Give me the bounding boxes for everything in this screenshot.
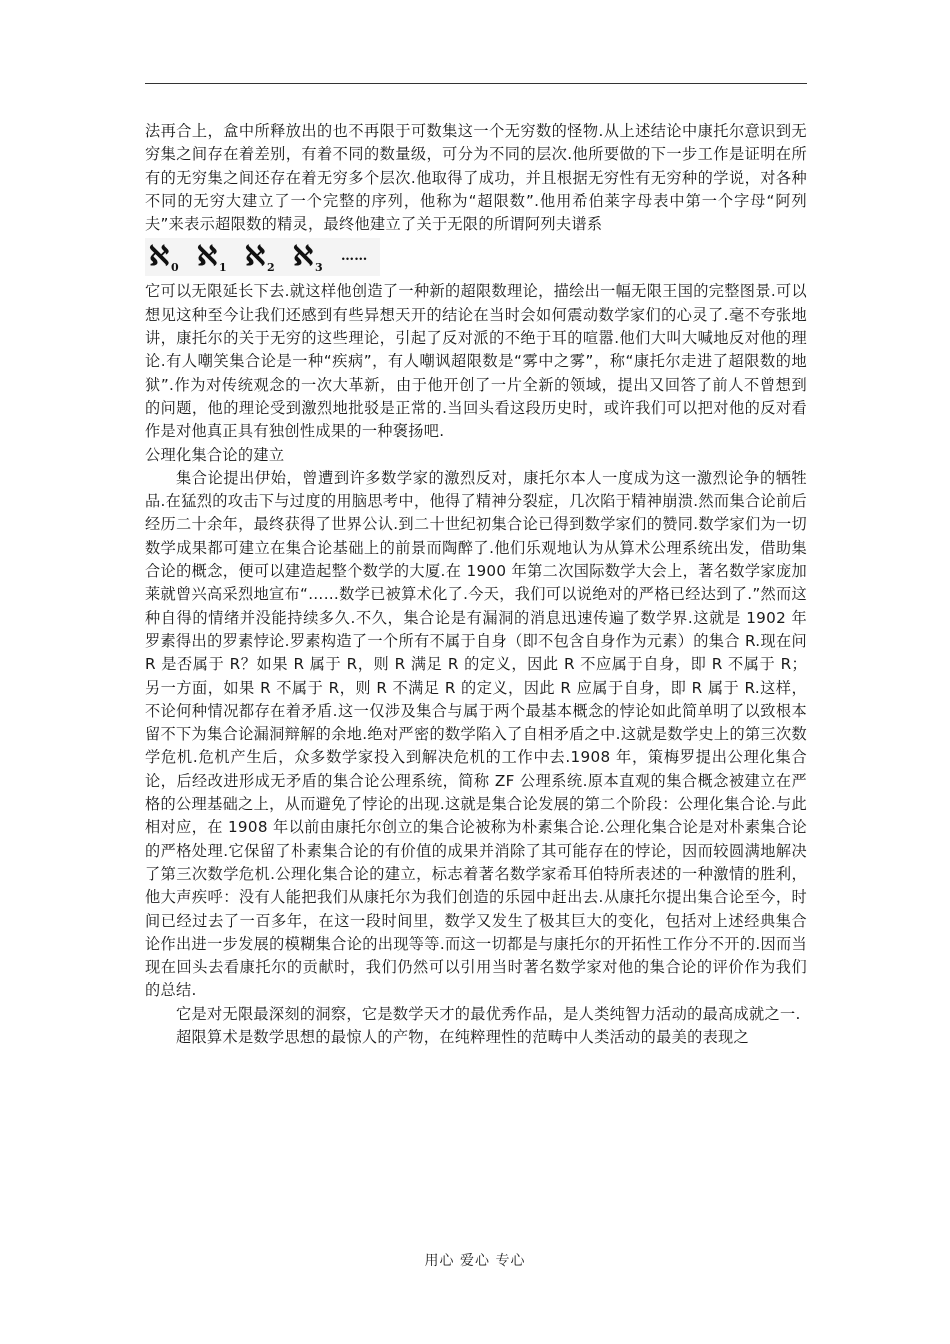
- paragraph-aleph-discussion: 它可以无限延长下去.就这样他创造了一种新的超限数理论，描绘出一幅无限王国的完整图景.可以想见这种至今让我们还感到有些异想天开的结论在当时会如何震动数学家们的心灵了.毫不夸张地讲，康托尔的关于无穷的这些理论，引起了反对派的不绝于耳的喧嚣.他们大叫大喊地反对他的理论.有人嘲笑集合论是一种“疾病”，有人嘲讽超限数是“雾中之雾”，称“康托尔走进了超限数的地狱”.作为对传统观念的一次大革新，由于他开创了一片全新的领域，提出又回答了前人不曾想到的问题，他的理论受到激烈地批驳是正常的.当回头看这段历史时，或许我们可以把对他的反对看作是对他真正具有独创性成果的一种褒扬吧.: [145, 282, 807, 441]
- paragraph-quote-2: 超限算术是数学思想的最惊人的产物，在纯粹理性的范畴中人类活动的最美的表现之: [176, 1027, 750, 1046]
- body-text: [145, 120, 807, 1049]
- header-rule: [145, 83, 807, 84]
- aleph-2-subscript: 2: [267, 261, 275, 275]
- aleph-ellipsis: ……: [341, 249, 368, 265]
- paragraph-axiomatic-set-theory: 集合论提出伊始，曾遭到许多数学家的激烈反对，康托尔本人一度成为这一激烈论争的牺牲品.在猛烈的攻击下与过度的用脑思考中，他得了精神分裂症，几次陷于精神崩溃.然而集合论前后经历二十余年，最终获得了世界公认.到二十世纪初集合论已得到数学家们的赞同.数学家们为一切数学成果都可建立在集合论基础上的前景而陶醉了.他们乐观地认为从算术公理系统出发，借助集合论的概念，便可以建造起整个数学的大厦.在 1900 年第二次国际数学大会上，著名数学家庞加莱就曾兴高采烈地宣布“……数学已被算术化了.今天，我们可以说绝对的严格已经达到了.”然而这种自得的情绪并没能持续多久.不久，集合论是有漏洞的消息迅速传遍了数学界.这就是 1902 年罗素得出的罗素悖论.罗素构造了一个所有不属于自身（即不包含自身作为元素）的集合 R.现在问 R 是否属于 R？如果 R 属于 R，则 R 满足 R 的定义，因此 R 不应属于自身，即 R 不属于 R；另一方面，如果 R 不属于 R，则 R 不满足 R 的定义，因此 R 应属于自身，即 R 属于 R.这样，不论何种情况都存在着矛盾.这一仅涉及集合与属于两个最基本概念的悖论如此简单明了以致根本留不下为集合论漏洞辩解的余地.绝对严密的数学陷入了自相矛盾之中.这就是数学史上的第三次数学危机.危机产生后，众多数学家投入到解决危机的工作中去.1908 年，策梅罗提出公理化集合论，后经改进形成无矛盾的集合论公理系统，简称 ZF 公理系统.原本直观的集合概念被建立在严格的公理基础之上，从而避免了悖论的出现.这就是集合论发展的第二个阶段：公理化集合论.与此相对应，在 1908 年以前由康托尔创立的集合论被称为朴素集合论.公理化集合论是对朴素集合论的严格处理.它保留了朴素集合论的有价值的成果并消除了其可能存在的悖论，因而较圆满地解决了第三次数学危机.公理化集合论的建立，标志着著名数学家希耳伯特所表述的一种激情的胜利，他大声疾呼：没有人能把我们从康托尔为我们创造的乐园中赶出去.从康托尔提出集合论至今，时间已经过去了一百多年，在这一段时间里，数学又发生了极其巨大的变化，包括对上述经典集合论作出进一步发展的模糊集合论的出现等等.而这一切都是与康托尔的开拓性工作分不开的.因而当现在回头去看康托尔的贡献时，我们仍然可以引用当时著名数学家对他的集合论的评价作为我们的总结.: [145, 468, 807, 1000]
- section-heading: 公理化集合论的建立: [145, 445, 285, 464]
- page-footer: 用心 爱心 专心: [424, 1253, 526, 1269]
- aleph-series-image: [145, 238, 380, 276]
- paragraph-quote-1: 它是对无限最深刻的洞察，它是数学天才的最优秀作品，是人类纯智力活动的最高成就之一.: [176, 1004, 801, 1023]
- aleph-2-symbol: ℵ: [245, 241, 266, 273]
- aleph-3-subscript: 3: [315, 261, 323, 275]
- aleph-3-symbol: ℵ: [293, 241, 314, 273]
- aleph-0-subscript: 0: [171, 261, 179, 275]
- aleph-1-symbol: ℵ: [197, 241, 218, 273]
- aleph-1-subscript: 1: [219, 261, 227, 275]
- paragraph-continuation: 法再合上，盒中所释放出的也不再限于可数集这一个无穷数的怪物.从上述结论中康托尔意识到无穷集之间存在着差别，有着不同的数量级，可分为不同的层次.他所要做的下一步工作是证明在所有的无穷集之间还存在着无穷多个层次.他取得了成功，并且根据无穷性有无穷种的学说，对各种不同的无穷大建立了一个完整的序列，他称为“超限数”.他用希伯莱字母表中第一个字母“阿列夫”来表示超限数的精灵，最终他建立了关于无限的所谓阿列夫谱系: [145, 122, 807, 234]
- aleph-0-symbol: ℵ: [149, 241, 170, 273]
